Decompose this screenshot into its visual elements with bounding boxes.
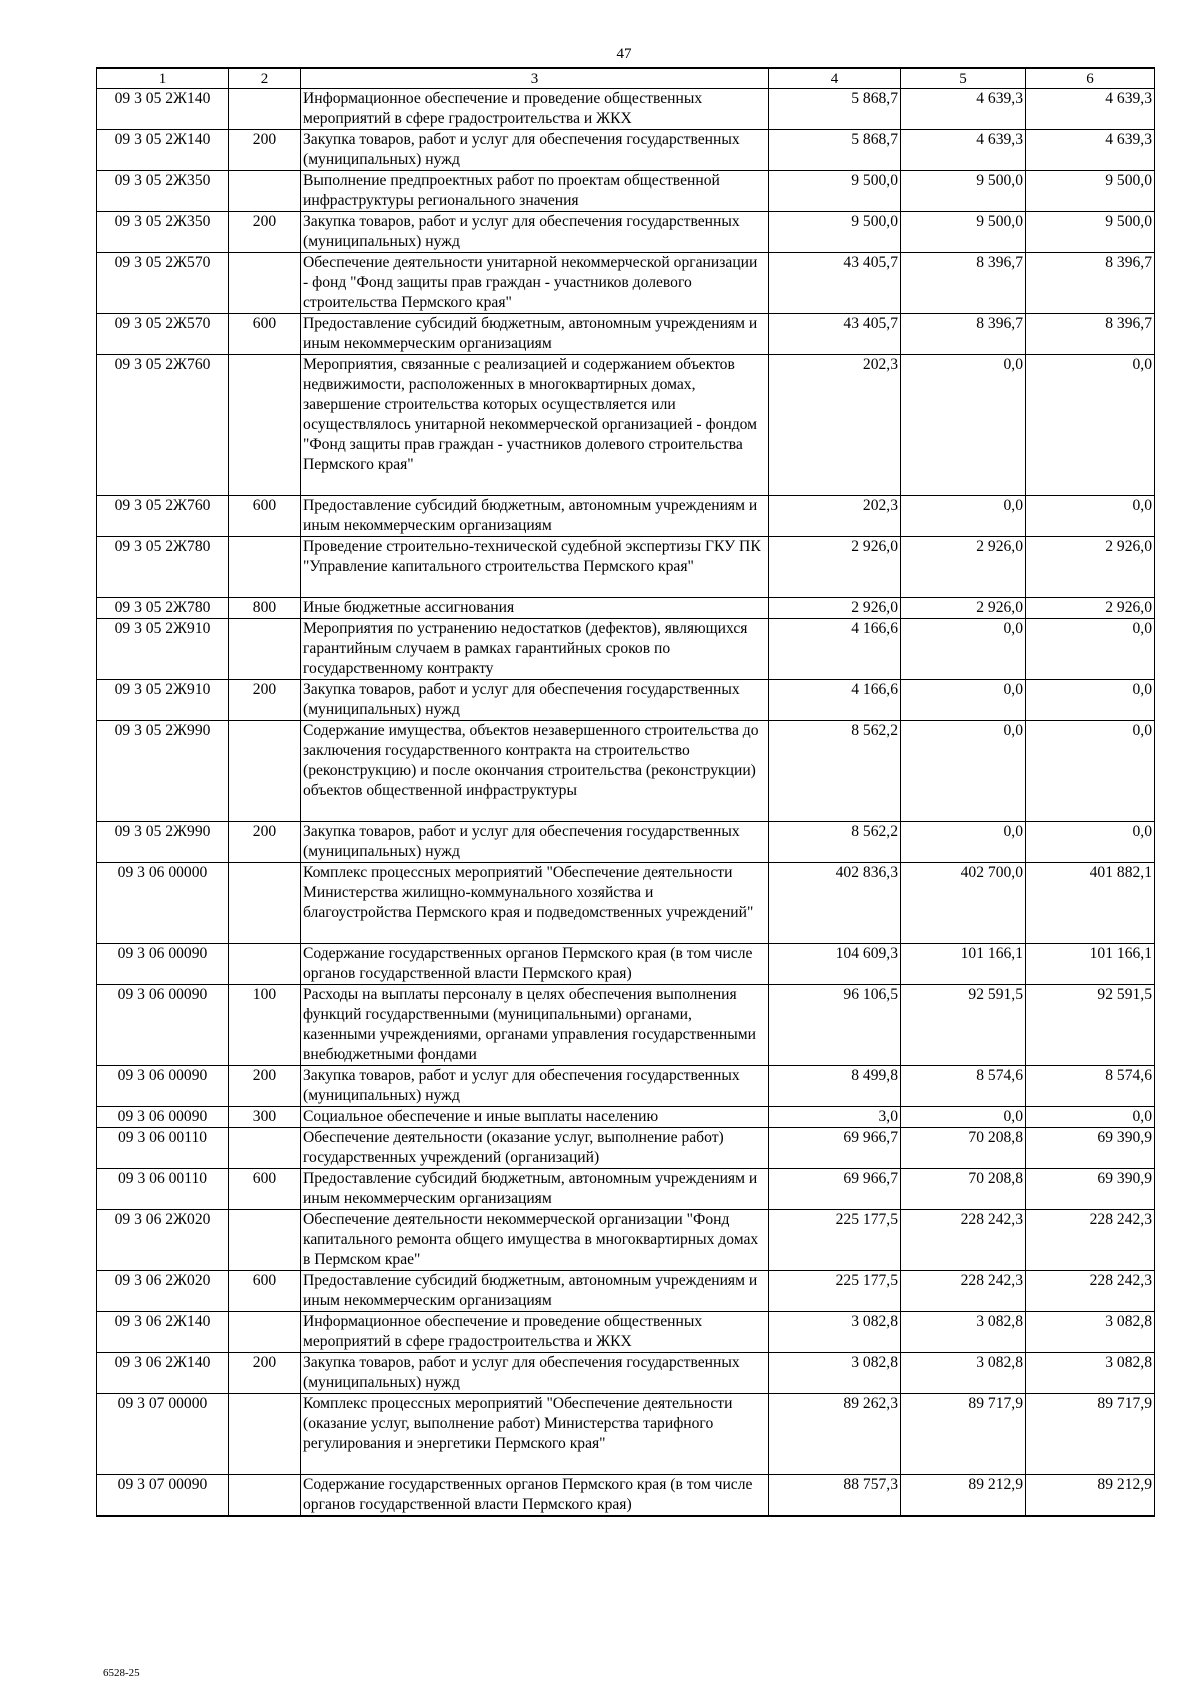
- table-row: [97, 598, 1155, 619]
- amount-col6-cell: 0,0: [1026, 619, 1155, 680]
- item-name-cell: Закупка товаров, работ и услуг для обеспечения государственных (муниципальных) нужд: [301, 1066, 769, 1107]
- amount-col6-cell: 4 639,3: [1026, 130, 1155, 171]
- amount-col5-cell: 89 717,9: [901, 1394, 1026, 1475]
- amount-col4-cell: 96 106,5: [769, 985, 901, 1066]
- expense-type-cell: 600: [229, 496, 301, 537]
- amount-col5-cell: 228 242,3: [901, 1210, 1026, 1271]
- amount-col4-cell: 202,3: [769, 355, 901, 496]
- item-name-cell: Содержание имущества, объектов незавершенного строительства до заключения государственного контракта на строительство (реконструкцию) и после окончания строительства (реконструкции) объектов общественной инфраструктуры: [301, 721, 769, 822]
- item-name-cell: Предоставление субсидий бюджетным, автономным учреждениям и иным некоммерческим организациям: [301, 496, 769, 537]
- item-name-cell: Расходы на выплаты персоналу в целях обеспечения выполнения функций государственными (муниципальными) органами, казенными учреждениями, органами управления государственными внебюджетными фондами: [301, 985, 769, 1066]
- expense-type-cell: [229, 171, 301, 212]
- amount-col5-cell: 0,0: [901, 822, 1026, 863]
- amount-col6-cell: 0,0: [1026, 721, 1155, 822]
- table-header-row: [97, 68, 1155, 89]
- item-name-cell: Мероприятия по устранению недостатков (дефектов), являющихся гарантийным случаем в рамках гарантийных сроков по государственному контракту: [301, 619, 769, 680]
- amount-col6-cell: 4 639,3: [1026, 89, 1155, 130]
- amount-col5-cell: 101 166,1: [901, 944, 1026, 985]
- column-header: 3: [301, 68, 769, 89]
- amount-col5-cell: 2 926,0: [901, 598, 1026, 619]
- amount-col4-cell: 9 500,0: [769, 212, 901, 253]
- amount-col5-cell: 4 639,3: [901, 130, 1026, 171]
- item-name-cell: Информационное обеспечение и проведение общественных мероприятий в сфере градостроительства и ЖКХ: [301, 1312, 769, 1353]
- table-row: [97, 863, 1155, 944]
- budget-code-cell: 09 3 05 2Ж780: [97, 598, 229, 619]
- item-name-cell: Информационное обеспечение и проведение общественных мероприятий в сфере градостроительства и ЖКХ: [301, 89, 769, 130]
- budget-code-cell: 09 3 06 00110: [97, 1128, 229, 1169]
- budget-code-cell: 09 3 07 00090: [97, 1475, 229, 1517]
- budget-code-cell: 09 3 06 00000: [97, 863, 229, 944]
- amount-col6-cell: 8 396,7: [1026, 253, 1155, 314]
- item-name-cell: Обеспечение деятельности унитарной некоммерческой организации - фонд "Фонд защиты прав граждан - участников долевого строительства Пермского края": [301, 253, 769, 314]
- amount-col4-cell: 104 609,3: [769, 944, 901, 985]
- amount-col6-cell: 69 390,9: [1026, 1128, 1155, 1169]
- table-row: [97, 253, 1155, 314]
- table-row: [97, 721, 1155, 822]
- amount-col6-cell: 0,0: [1026, 680, 1155, 721]
- amount-col6-cell: 0,0: [1026, 355, 1155, 496]
- amount-col6-cell: 0,0: [1026, 1107, 1155, 1128]
- amount-col6-cell: 2 926,0: [1026, 537, 1155, 598]
- expense-type-cell: [229, 537, 301, 598]
- budget-code-cell: 09 3 05 2Ж910: [97, 680, 229, 721]
- amount-col5-cell: 402 700,0: [901, 863, 1026, 944]
- amount-col5-cell: 4 639,3: [901, 89, 1026, 130]
- amount-col6-cell: 0,0: [1026, 496, 1155, 537]
- budget-code-cell: 09 3 06 2Ж020: [97, 1271, 229, 1312]
- amount-col4-cell: 8 562,2: [769, 822, 901, 863]
- amount-col4-cell: 4 166,6: [769, 619, 901, 680]
- amount-col6-cell: 89 717,9: [1026, 1394, 1155, 1475]
- expense-type-cell: [229, 863, 301, 944]
- budget-code-cell: 09 3 05 2Ж570: [97, 253, 229, 314]
- table-row: [97, 1128, 1155, 1169]
- amount-col5-cell: 0,0: [901, 1107, 1026, 1128]
- table-row: [97, 496, 1155, 537]
- amount-col6-cell: 9 500,0: [1026, 212, 1155, 253]
- amount-col5-cell: 0,0: [901, 721, 1026, 822]
- amount-col4-cell: 3 082,8: [769, 1353, 901, 1394]
- expense-type-cell: 800: [229, 598, 301, 619]
- budget-code-cell: 09 3 05 2Ж990: [97, 822, 229, 863]
- budget-code-cell: 09 3 06 00110: [97, 1169, 229, 1210]
- item-name-cell: Комплекс процессных мероприятий "Обеспечение деятельности (оказание услуг, выполнение работ) Министерства тарифного регулирования и энергетики Пермского края": [301, 1394, 769, 1475]
- amount-col5-cell: 89 212,9: [901, 1475, 1026, 1517]
- amount-col5-cell: 0,0: [901, 355, 1026, 496]
- budget-code-cell: 09 3 06 00090: [97, 1066, 229, 1107]
- amount-col5-cell: 70 208,8: [901, 1169, 1026, 1210]
- amount-col4-cell: 89 262,3: [769, 1394, 901, 1475]
- expense-type-cell: 200: [229, 130, 301, 171]
- amount-col5-cell: 0,0: [901, 680, 1026, 721]
- table-row: [97, 1353, 1155, 1394]
- item-name-cell: Содержание государственных органов Пермского края (в том числе органов государственной власти Пермского края): [301, 944, 769, 985]
- budget-code-cell: 09 3 07 00000: [97, 1394, 229, 1475]
- amount-col4-cell: 69 966,7: [769, 1128, 901, 1169]
- item-name-cell: Мероприятия, связанные с реализацией и содержанием объектов недвижимости, расположенных в многоквартирных домах, завершение строительства которых осуществляется или осуществлялось унитарной некоммерческой организацией - фондом "Фонд защиты прав граждан - участников долевого строительства Пермского края": [301, 355, 769, 496]
- amount-col4-cell: 8 562,2: [769, 721, 901, 822]
- amount-col6-cell: 228 242,3: [1026, 1271, 1155, 1312]
- expense-type-cell: 200: [229, 1066, 301, 1107]
- budget-code-cell: 09 3 05 2Ж760: [97, 355, 229, 496]
- table-row: [97, 1475, 1155, 1517]
- column-header: 2: [229, 68, 301, 89]
- table-row: [97, 1107, 1155, 1128]
- table-row: [97, 1312, 1155, 1353]
- budget-code-cell: 09 3 06 00090: [97, 1107, 229, 1128]
- budget-code-cell: 09 3 05 2Ж140: [97, 130, 229, 171]
- budget-code-cell: 09 3 06 2Ж140: [97, 1312, 229, 1353]
- column-header: 1: [97, 68, 229, 89]
- item-name-cell: Предоставление субсидий бюджетным, автономным учреждениям и иным некоммерческим организациям: [301, 1169, 769, 1210]
- table-row: [97, 314, 1155, 355]
- table-row: [97, 985, 1155, 1066]
- table-row: [97, 944, 1155, 985]
- expense-type-cell: 200: [229, 680, 301, 721]
- budget-code-cell: 09 3 05 2Ж140: [97, 89, 229, 130]
- budget-code-cell: 09 3 06 2Ж020: [97, 1210, 229, 1271]
- amount-col5-cell: 3 082,8: [901, 1353, 1026, 1394]
- amount-col6-cell: 89 212,9: [1026, 1475, 1155, 1517]
- amount-col6-cell: 8 574,6: [1026, 1066, 1155, 1107]
- table-row: [97, 1066, 1155, 1107]
- amount-col6-cell: 401 882,1: [1026, 863, 1155, 944]
- table-row: [97, 89, 1155, 130]
- table-row: [97, 1169, 1155, 1210]
- expense-type-cell: 100: [229, 985, 301, 1066]
- amount-col6-cell: 2 926,0: [1026, 598, 1155, 619]
- amount-col5-cell: 0,0: [901, 496, 1026, 537]
- expense-type-cell: [229, 1128, 301, 1169]
- item-name-cell: Предоставление субсидий бюджетным, автономным учреждениям и иным некоммерческим организациям: [301, 1271, 769, 1312]
- budget-code-cell: 09 3 06 00090: [97, 985, 229, 1066]
- item-name-cell: Комплекс процессных мероприятий "Обеспечение деятельности Министерства жилищно-коммунального хозяйства и благоустройства Пермского края и подведомственных учреждений": [301, 863, 769, 944]
- item-name-cell: Содержание государственных органов Пермского края (в том числе органов государственной власти Пермского края): [301, 1475, 769, 1517]
- amount-col6-cell: 92 591,5: [1026, 985, 1155, 1066]
- amount-col4-cell: 225 177,5: [769, 1271, 901, 1312]
- expense-type-cell: 200: [229, 212, 301, 253]
- budget-code-cell: 09 3 05 2Ж990: [97, 721, 229, 822]
- amount-col5-cell: 8 396,7: [901, 314, 1026, 355]
- table-row: [97, 171, 1155, 212]
- expense-type-cell: [229, 1312, 301, 1353]
- expense-type-cell: [229, 1394, 301, 1475]
- budget-code-cell: 09 3 05 2Ж350: [97, 171, 229, 212]
- amount-col6-cell: 101 166,1: [1026, 944, 1155, 985]
- amount-col6-cell: 8 396,7: [1026, 314, 1155, 355]
- amount-col5-cell: 228 242,3: [901, 1271, 1026, 1312]
- amount-col4-cell: 9 500,0: [769, 171, 901, 212]
- amount-col5-cell: 92 591,5: [901, 985, 1026, 1066]
- item-name-cell: Закупка товаров, работ и услуг для обеспечения государственных (муниципальных) нужд: [301, 130, 769, 171]
- amount-col5-cell: 3 082,8: [901, 1312, 1026, 1353]
- expense-type-cell: 600: [229, 1169, 301, 1210]
- table-row: [97, 355, 1155, 496]
- item-name-cell: Обеспечение деятельности (оказание услуг, выполнение работ) государственных учреждений (организаций): [301, 1128, 769, 1169]
- expense-type-cell: [229, 1475, 301, 1517]
- amount-col6-cell: 3 082,8: [1026, 1312, 1155, 1353]
- amount-col4-cell: 4 166,6: [769, 680, 901, 721]
- expense-type-cell: 300: [229, 1107, 301, 1128]
- amount-col4-cell: 2 926,0: [769, 598, 901, 619]
- expense-type-cell: 200: [229, 822, 301, 863]
- amount-col6-cell: 69 390,9: [1026, 1169, 1155, 1210]
- amount-col4-cell: 88 757,3: [769, 1475, 901, 1517]
- amount-col6-cell: 228 242,3: [1026, 1210, 1155, 1271]
- amount-col4-cell: 69 966,7: [769, 1169, 901, 1210]
- table-row: [97, 1271, 1155, 1312]
- item-name-cell: Иные бюджетные ассигнования: [301, 598, 769, 619]
- item-name-cell: Закупка товаров, работ и услуг для обеспечения государственных (муниципальных) нужд: [301, 212, 769, 253]
- amount-col6-cell: 9 500,0: [1026, 171, 1155, 212]
- column-header: 4: [769, 68, 901, 89]
- amount-col4-cell: 43 405,7: [769, 314, 901, 355]
- expense-type-cell: [229, 1210, 301, 1271]
- amount-col4-cell: 8 499,8: [769, 1066, 901, 1107]
- page-number: 47: [616, 46, 632, 62]
- amount-col5-cell: 8 396,7: [901, 253, 1026, 314]
- amount-col5-cell: 9 500,0: [901, 171, 1026, 212]
- budget-code-cell: 09 3 06 2Ж140: [97, 1353, 229, 1394]
- amount-col4-cell: 225 177,5: [769, 1210, 901, 1271]
- amount-col4-cell: 43 405,7: [769, 253, 901, 314]
- amount-col6-cell: 0,0: [1026, 822, 1155, 863]
- item-name-cell: Проведение строительно-технической судебной экспертизы ГКУ ПК "Управление капитального строительства Пермского края": [301, 537, 769, 598]
- expense-type-cell: [229, 355, 301, 496]
- budget-code-cell: 09 3 05 2Ж910: [97, 619, 229, 680]
- amount-col4-cell: 202,3: [769, 496, 901, 537]
- item-name-cell: Выполнение предпроектных работ по проектам общественной инфраструктуры регионального значения: [301, 171, 769, 212]
- amount-col4-cell: 2 926,0: [769, 537, 901, 598]
- item-name-cell: Социальное обеспечение и иные выплаты населению: [301, 1107, 769, 1128]
- item-name-cell: Предоставление субсидий бюджетным, автономным учреждениям и иным некоммерческим организациям: [301, 314, 769, 355]
- item-name-cell: Закупка товаров, работ и услуг для обеспечения государственных (муниципальных) нужд: [301, 1353, 769, 1394]
- budget-table: [96, 67, 1155, 1517]
- item-name-cell: Закупка товаров, работ и услуг для обеспечения государственных (муниципальных) нужд: [301, 680, 769, 721]
- amount-col5-cell: 0,0: [901, 619, 1026, 680]
- expense-type-cell: [229, 619, 301, 680]
- amount-col4-cell: 402 836,3: [769, 863, 901, 944]
- expense-type-cell: [229, 944, 301, 985]
- table-row: [97, 1394, 1155, 1475]
- amount-col6-cell: 3 082,8: [1026, 1353, 1155, 1394]
- budget-code-cell: 09 3 05 2Ж570: [97, 314, 229, 355]
- expense-type-cell: [229, 89, 301, 130]
- expense-type-cell: 600: [229, 1271, 301, 1312]
- amount-col4-cell: 5 868,7: [769, 130, 901, 171]
- expense-type-cell: 600: [229, 314, 301, 355]
- expense-type-cell: [229, 721, 301, 822]
- amount-col4-cell: 5 868,7: [769, 89, 901, 130]
- budget-code-cell: 09 3 05 2Ж780: [97, 537, 229, 598]
- column-header: 6: [1026, 68, 1155, 89]
- table-row: [97, 680, 1155, 721]
- document-code: 6528-25: [103, 1667, 140, 1679]
- amount-col4-cell: 3 082,8: [769, 1312, 901, 1353]
- amount-col5-cell: 8 574,6: [901, 1066, 1026, 1107]
- budget-code-cell: 09 3 05 2Ж760: [97, 496, 229, 537]
- expense-type-cell: [229, 253, 301, 314]
- amount-col4-cell: 3,0: [769, 1107, 901, 1128]
- table-row: [97, 130, 1155, 171]
- item-name-cell: Закупка товаров, работ и услуг для обеспечения государственных (муниципальных) нужд: [301, 822, 769, 863]
- amount-col5-cell: 2 926,0: [901, 537, 1026, 598]
- expense-type-cell: 200: [229, 1353, 301, 1394]
- amount-col5-cell: 9 500,0: [901, 212, 1026, 253]
- budget-code-cell: 09 3 06 00090: [97, 944, 229, 985]
- table-row: [97, 537, 1155, 598]
- item-name-cell: Обеспечение деятельности некоммерческой организации "Фонд капитального ремонта общего имущества в многоквартирных домах в Пермском крае": [301, 1210, 769, 1271]
- table-row: [97, 212, 1155, 253]
- amount-col5-cell: 70 208,8: [901, 1128, 1026, 1169]
- budget-code-cell: 09 3 05 2Ж350: [97, 212, 229, 253]
- table-row: [97, 1210, 1155, 1271]
- table-row: [97, 619, 1155, 680]
- table-row: [97, 822, 1155, 863]
- column-header: 5: [901, 68, 1026, 89]
